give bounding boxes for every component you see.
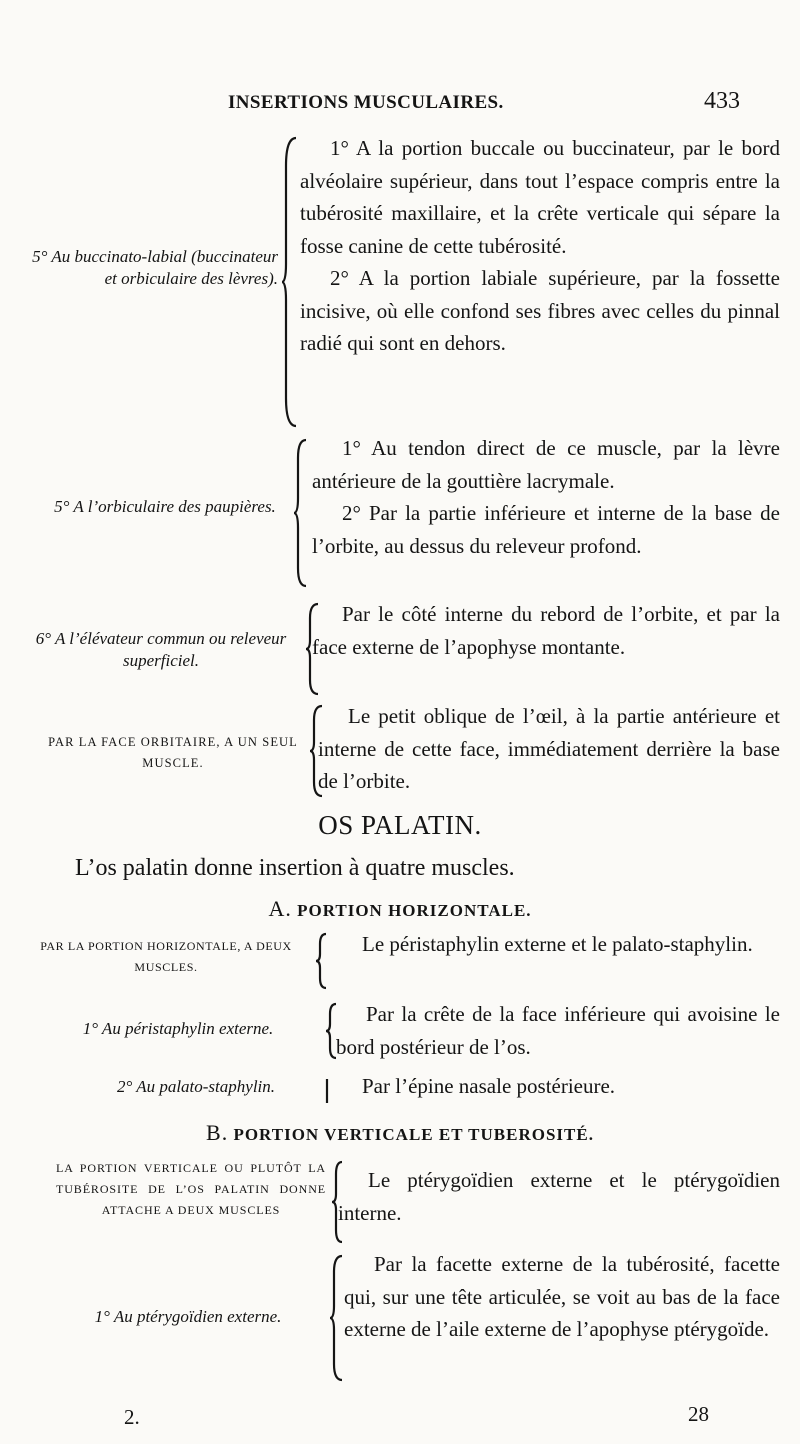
entry-elevateur — [20, 598, 780, 698]
entry-label: PAR LA PORTION HORIZONTALE, A DEUX MUSCLES. — [40, 939, 292, 974]
entry-text — [312, 598, 780, 663]
entry-text — [336, 998, 780, 1063]
paragraph: Le petit oblique de l’œil, à la partie antérieure et interne de cette face, immédiatement derrière la base de l’orbite. — [318, 704, 780, 793]
entry-label: 5° Au buccinato-labial (buccinateur et orbiculaire des lèvres). — [32, 247, 278, 288]
paragraph: Le ptérygoïdien externe et le ptérygoïdien interne. — [338, 1168, 780, 1225]
entry-label: LA PORTION VERTICALE OU PLUTÔT LA TUBÉROSITE DE L’OS PALATIN DONNE ATTACHE A DEUX MUSCLES — [56, 1161, 326, 1217]
paragraph: 1° A la portion buccale ou buccinateur, par le bord alvéolaire supérieur, dans tout l’espace compris entre la tubérosité maxillaire, et la crête verticale qui sépare la fosse canine de cette tubérosité. — [300, 136, 780, 258]
entry-text — [312, 432, 780, 562]
subsection-title: PORTION HORIZONTALE. — [297, 901, 532, 920]
signature-mark: 2. — [124, 1405, 140, 1429]
entry-text — [332, 928, 780, 961]
paragraph: Par la facette externe de la tubérosité, facette qui, sur une tête articulée, se voit au bas de la face externe de l’aile externe de l’apophyse ptérygoïde. — [344, 1252, 780, 1341]
subsection-letter: A. — [268, 896, 292, 921]
entry-label: 1° Au ptérygoïdien externe. — [94, 1307, 282, 1326]
entry-peristaphylin — [20, 998, 780, 1064]
entry-label: PAR LA FACE ORBITAIRE, A UN SEUL MUSCLE. — [48, 735, 298, 770]
paragraph: 1° Au tendon direct de ce muscle, par la lèvre antérieure de la gouttière lacrymale. — [312, 436, 780, 493]
entry-text — [332, 1070, 780, 1103]
entry-label: 1° Au péristaphylin externe. — [82, 1019, 274, 1038]
section-intro: L’os palatin donne insertion à quatre muscles. — [75, 855, 515, 881]
paragraph: Par l’épine nasale postérieure. — [362, 1074, 616, 1098]
entry-text — [344, 1248, 780, 1346]
subsection-heading-a — [0, 896, 800, 922]
entry-label: 5° A l’orbiculaire des paupières. — [54, 497, 276, 516]
entry-label: 6° A l’élévateur commun ou releveur superficiel. — [35, 629, 287, 670]
entry-text — [338, 1164, 780, 1229]
entry-label: 2° Au palato-staphylin. — [116, 1077, 276, 1096]
paragraph: Par la crête de la face inférieure qui avoisine le bord postérieur de l’os. — [336, 1002, 780, 1059]
entry-palato-staphylin — [20, 1070, 780, 1104]
section-title: OS PALATIN. — [318, 810, 482, 840]
curly-brace — [282, 136, 298, 428]
entry-text — [318, 700, 780, 798]
entry-buccinato-labial — [20, 132, 780, 432]
subsection-title: PORTION VERTICALE ET TUBEROSITÉ. — [233, 1125, 594, 1144]
page-number: 433 — [704, 88, 740, 114]
entry-portion-horizontale — [20, 928, 780, 992]
paragraph: Par le côté interne du rebord de l’orbite, et par la face externe de l’apophyse montante. — [312, 602, 780, 659]
sheet-number: 28 — [688, 1402, 709, 1426]
running-header — [228, 88, 740, 122]
vertical-bar — [324, 1078, 330, 1104]
subsection-heading-b — [0, 1120, 800, 1146]
subsection-letter: B. — [206, 1120, 229, 1145]
running-title: INSERTIONS MUSCULAIRES. — [228, 92, 504, 113]
entry-portion-verticale — [20, 1158, 780, 1248]
entry-pterygoidien-externe — [20, 1248, 780, 1383]
paragraph: 2° A la portion labiale supérieure, par la fossette incisive, où elle confond ses fibres avec celles du pinnal radié qui sont en dehors. — [300, 266, 780, 355]
curly-brace — [316, 932, 328, 990]
paragraph: 2° Par la partie inférieure et interne de la base de l’orbite, au dessus du releveur profond. — [312, 501, 780, 558]
entry-face-orbitaire — [20, 700, 780, 800]
entry-orbiculaire — [20, 432, 780, 597]
entry-text — [300, 132, 780, 360]
curly-brace — [294, 438, 308, 588]
curly-brace — [330, 1254, 344, 1382]
paragraph: Le péristaphylin externe et le palato-staphylin. — [362, 932, 753, 956]
